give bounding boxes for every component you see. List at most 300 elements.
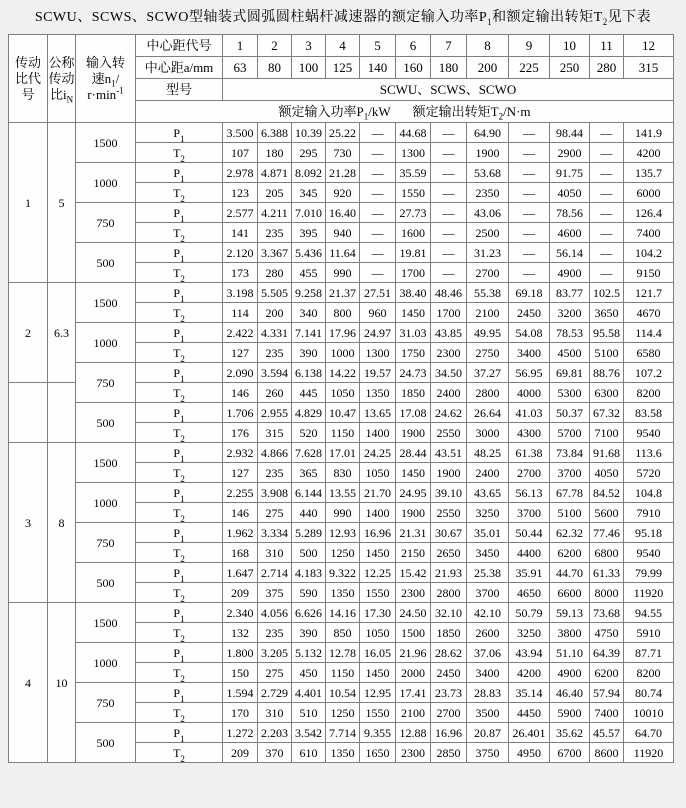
p1-value-cell: 16.40 xyxy=(326,203,360,223)
t2-value-cell: 1900 xyxy=(431,463,467,483)
t2-value-cell: 2400 xyxy=(431,383,467,403)
p1-value-cell: 6.626 xyxy=(292,603,326,623)
t2-value-cell: 4600 xyxy=(550,223,590,243)
p1-value-cell: 57.94 xyxy=(590,683,624,703)
t2-value-cell: 3700 xyxy=(509,503,550,523)
t2-value-cell: 1050 xyxy=(360,623,396,643)
center-distance-code-cell: 8 xyxy=(467,35,509,57)
p1-value-cell: 62.32 xyxy=(550,523,590,543)
p1-value-cell: 141.9 xyxy=(624,123,674,143)
center-distance-code-cell: 3 xyxy=(292,35,326,57)
ratio-code-cell: 2 xyxy=(9,283,48,383)
p1-value-cell: 64.90 xyxy=(467,123,509,143)
t2-row-label: $T_2$ xyxy=(136,383,223,403)
t2-value-cell: 11920 xyxy=(624,583,674,603)
p1-value-cell: 126.4 xyxy=(624,203,674,223)
p1-value-cell: 73.84 xyxy=(550,443,590,463)
center-distance-code-label: 中心距代号 xyxy=(136,35,223,57)
t2-value-cell: 7910 xyxy=(624,503,674,523)
p1-row-label: $P_1$ xyxy=(136,203,223,223)
t2-value-cell: 2100 xyxy=(467,303,509,323)
p1-value-cell: 10.47 xyxy=(326,403,360,423)
center-distance-code-cell: 11 xyxy=(590,35,624,57)
p1-row-label: $P_1$ xyxy=(136,323,223,343)
t2-value-cell: 500 xyxy=(292,543,326,563)
ratio-code-cell: 3 xyxy=(9,443,48,603)
t2-value-cell: 209 xyxy=(223,583,258,603)
t2-value-cell: 173 xyxy=(223,263,258,283)
p1-value-cell: 4.056 xyxy=(258,603,292,623)
center-distance-mm-cell: 80 xyxy=(258,57,292,79)
p1-value-cell: 4.331 xyxy=(258,323,292,343)
t2-value-cell: 1150 xyxy=(326,663,360,683)
t2-value-cell: 3000 xyxy=(467,423,509,443)
t2-value-cell: 2700 xyxy=(431,703,467,723)
table-row xyxy=(9,563,674,583)
p1-value-cell: 27.73 xyxy=(396,203,431,223)
t2-value-cell: 132 xyxy=(223,623,258,643)
header-input-speed-label: 输入转 速$n_1/$ $r\cdot\min^{-1}$ xyxy=(76,35,136,123)
p1-value-cell: 43.65 xyxy=(467,483,509,503)
p1-value-cell: — xyxy=(431,123,467,143)
t2-value-cell: 1700 xyxy=(396,263,431,283)
p1-value-cell: 28.44 xyxy=(396,443,431,463)
p1-row-label: $P_1$ xyxy=(136,483,223,503)
t2-value-cell: 3450 xyxy=(467,543,509,563)
t2-value-cell: 168 xyxy=(223,543,258,563)
p1-row-label: $P_1$ xyxy=(136,163,223,183)
p1-value-cell: 24.97 xyxy=(360,323,396,343)
t2-value-cell: 3650 xyxy=(590,303,624,323)
t2-value-cell: 7100 xyxy=(590,423,624,443)
p1-value-cell: 25.38 xyxy=(467,563,509,583)
t2-value-cell: 1000 xyxy=(326,343,360,363)
p1-value-cell: 44.70 xyxy=(550,563,590,583)
t2-value-cell: 7400 xyxy=(590,703,624,723)
p1-value-cell: 5.505 xyxy=(258,283,292,303)
t2-value-cell: 3700 xyxy=(467,583,509,603)
p1-value-cell: 24.25 xyxy=(360,443,396,463)
t2-value-cell: 1900 xyxy=(396,423,431,443)
t2-value-cell: 1900 xyxy=(396,503,431,523)
p1-value-cell: 7.628 xyxy=(292,443,326,463)
p1-value-cell: 48.25 xyxy=(467,443,509,463)
p1-value-cell: 2.729 xyxy=(258,683,292,703)
p1-value-cell: 15.42 xyxy=(396,563,431,583)
p1-value-cell: 43.85 xyxy=(431,323,467,343)
t2-value-cell: 4200 xyxy=(624,143,674,163)
t2-value-cell: 375 xyxy=(258,583,292,603)
p1-value-cell: 3.205 xyxy=(258,643,292,663)
page-title xyxy=(0,0,686,26)
p1-value-cell: 4.183 xyxy=(292,563,326,583)
p1-value-cell: 21.93 xyxy=(431,563,467,583)
p1-row-label: $P_1$ xyxy=(136,403,223,423)
t2-value-cell: 2700 xyxy=(509,463,550,483)
p1-value-cell: 26.64 xyxy=(467,403,509,423)
p1-value-cell: 3.594 xyxy=(258,363,292,383)
t2-value-cell: 1600 xyxy=(396,223,431,243)
t2-value-cell: 1850 xyxy=(396,383,431,403)
center-distance-code-cell: 4 xyxy=(326,35,360,57)
t2-value-cell: 340 xyxy=(292,303,326,323)
input-speed-cell: 750 xyxy=(76,523,136,563)
t2-value-cell: 1500 xyxy=(396,623,431,643)
t2-value-cell: 1550 xyxy=(360,583,396,603)
p1-value-cell: 14.16 xyxy=(326,603,360,623)
p1-value-cell: 6.144 xyxy=(292,483,326,503)
table-row xyxy=(9,403,674,423)
nominal-ratio-cell: 8 xyxy=(48,443,76,603)
p1-value-cell: 67.32 xyxy=(590,403,624,423)
t2-value-cell: 990 xyxy=(326,263,360,283)
p1-value-cell: 21.31 xyxy=(396,523,431,543)
t2-value-cell: 1550 xyxy=(360,703,396,723)
t2-value-cell: — xyxy=(360,263,396,283)
t2-value-cell: 1450 xyxy=(360,663,396,683)
t2-row-label: $T_2$ xyxy=(136,263,223,283)
center-distance-code-cell: 7 xyxy=(431,35,467,57)
table-row xyxy=(9,723,674,743)
p1-row-label: $P_1$ xyxy=(136,123,223,143)
center-distance-mm-cell: 140 xyxy=(360,57,396,79)
t2-value-cell: 6200 xyxy=(590,663,624,683)
t2-row-label: $T_2$ xyxy=(136,423,223,443)
t2-value-cell: 2550 xyxy=(431,423,467,443)
p1-value-cell: 6.388 xyxy=(258,123,292,143)
p1-value-cell: 3.542 xyxy=(292,723,326,743)
p1-value-cell: 55.38 xyxy=(467,283,509,303)
t2-value-cell: 830 xyxy=(326,463,360,483)
p1-value-cell: 2.577 xyxy=(223,203,258,223)
p1-value-cell: 4.401 xyxy=(292,683,326,703)
t2-value-cell: — xyxy=(431,183,467,203)
center-distance-mm-cell: 250 xyxy=(550,57,590,79)
p1-value-cell: 3.334 xyxy=(258,523,292,543)
t2-value-cell: 345 xyxy=(292,183,326,203)
p1-value-cell: — xyxy=(509,123,550,143)
t2-value-cell: 2450 xyxy=(431,663,467,683)
p1-value-cell: 9.355 xyxy=(360,723,396,743)
p1-value-cell: 31.23 xyxy=(467,243,509,263)
t2-value-cell: 1300 xyxy=(396,143,431,163)
t2-value-cell: 920 xyxy=(326,183,360,203)
p1-value-cell: 32.10 xyxy=(431,603,467,623)
t2-value-cell: 4000 xyxy=(509,383,550,403)
t2-value-cell: 1350 xyxy=(360,383,396,403)
t2-value-cell: 3700 xyxy=(550,463,590,483)
center-distance-code-cell: 5 xyxy=(360,35,396,57)
p1-value-cell: 24.95 xyxy=(396,483,431,503)
model-names: SCWU、SCWS、SCWO xyxy=(223,79,674,101)
p1-value-cell: 1.706 xyxy=(223,403,258,423)
nominal-ratio-cell: 10 xyxy=(48,603,76,763)
title-sub-p1: 1 xyxy=(487,16,493,27)
p1-row-label: $P_1$ xyxy=(136,723,223,743)
t2-row-label: $T_2$ xyxy=(136,623,223,643)
t2-row-label: $T_2$ xyxy=(136,503,223,523)
table-row xyxy=(9,483,674,503)
p1-value-cell: 3.198 xyxy=(223,283,258,303)
t2-value-cell: 4950 xyxy=(509,743,550,763)
p1-value-cell: 2.422 xyxy=(223,323,258,343)
t2-value-cell: — xyxy=(590,223,624,243)
t2-value-cell: 5100 xyxy=(550,503,590,523)
p1-value-cell: 4.871 xyxy=(258,163,292,183)
p1-value-cell: 104.2 xyxy=(624,243,674,263)
p1-value-cell: 2.090 xyxy=(223,363,258,383)
t2-row-label: $T_2$ xyxy=(136,583,223,603)
t2-value-cell: 2750 xyxy=(467,343,509,363)
p1-value-cell: 94.55 xyxy=(624,603,674,623)
input-speed-cell: 1500 xyxy=(76,603,136,643)
p1-value-cell: — xyxy=(431,243,467,263)
p1-value-cell: 1.647 xyxy=(223,563,258,583)
t2-value-cell: 730 xyxy=(326,143,360,163)
p1-value-cell: 113.6 xyxy=(624,443,674,463)
p1-value-cell: 50.79 xyxy=(509,603,550,623)
t2-value-cell: 940 xyxy=(326,223,360,243)
p1-value-cell: 5.289 xyxy=(292,523,326,543)
p1-value-cell: 2.120 xyxy=(223,243,258,263)
p1-value-cell: 43.51 xyxy=(431,443,467,463)
p1-value-cell: — xyxy=(360,203,396,223)
p1-value-cell: 91.68 xyxy=(590,443,624,463)
p1-row-label: $P_1$ xyxy=(136,683,223,703)
p1-value-cell: 53.68 xyxy=(467,163,509,183)
p1-value-cell: 19.57 xyxy=(360,363,396,383)
t2-value-cell: 2300 xyxy=(396,743,431,763)
header-row-center-code xyxy=(9,35,674,57)
table-row xyxy=(9,283,674,303)
p1-value-cell: 1.594 xyxy=(223,683,258,703)
t2-value-cell: 3400 xyxy=(467,663,509,683)
table-row xyxy=(9,443,674,463)
t2-value-cell: 260 xyxy=(258,383,292,403)
t2-value-cell: 4450 xyxy=(509,703,550,723)
t2-value-cell: 1350 xyxy=(326,743,360,763)
p1-value-cell: — xyxy=(590,163,624,183)
p1-value-cell: 3.367 xyxy=(258,243,292,263)
t2-row-label: $T_2$ xyxy=(136,143,223,163)
p1-value-cell: 83.58 xyxy=(624,403,674,423)
input-speed-cell: 500 xyxy=(76,563,136,603)
center-distance-mm-cell: 100 xyxy=(292,57,326,79)
t2-value-cell: 6000 xyxy=(624,183,674,203)
p1-value-cell: 4.866 xyxy=(258,443,292,463)
p1-value-cell: 21.96 xyxy=(396,643,431,663)
p1-value-cell: 78.56 xyxy=(550,203,590,223)
ratio-code-cell: 1 xyxy=(9,123,48,283)
p1-value-cell: 28.83 xyxy=(467,683,509,703)
p1-value-cell: 2.932 xyxy=(223,443,258,463)
t2-value-cell: 1750 xyxy=(396,343,431,363)
t2-value-cell: 3750 xyxy=(467,743,509,763)
p1-value-cell: 9.322 xyxy=(326,563,360,583)
table-row xyxy=(9,243,674,263)
p1-value-cell: 12.95 xyxy=(360,683,396,703)
p1-value-cell: 21.28 xyxy=(326,163,360,183)
t2-value-cell: 5900 xyxy=(550,703,590,723)
p1-value-cell: 5.436 xyxy=(292,243,326,263)
p1-value-cell: 19.81 xyxy=(396,243,431,263)
t2-value-cell: 390 xyxy=(292,623,326,643)
table-row xyxy=(9,683,674,703)
t2-value-cell: 5300 xyxy=(550,383,590,403)
t2-value-cell: 6800 xyxy=(590,543,624,563)
p1-value-cell: 64.39 xyxy=(590,643,624,663)
t2-value-cell: 4670 xyxy=(624,303,674,323)
t2-value-cell: 3500 xyxy=(467,703,509,723)
t2-value-cell: 4300 xyxy=(509,423,550,443)
t2-value-cell: 1700 xyxy=(431,303,467,323)
t2-value-cell: 1650 xyxy=(360,743,396,763)
t2-value-cell: 205 xyxy=(258,183,292,203)
p1-value-cell: 7.010 xyxy=(292,203,326,223)
t2-value-cell: 8600 xyxy=(590,743,624,763)
t2-value-cell: 1550 xyxy=(396,183,431,203)
nominal-ratio-empty-cell xyxy=(48,383,76,443)
p1-value-cell: 17.08 xyxy=(396,403,431,423)
t2-value-cell: — xyxy=(431,143,467,163)
p1-value-cell: 30.67 xyxy=(431,523,467,543)
p1-value-cell: 77.46 xyxy=(590,523,624,543)
p1-row-label: $P_1$ xyxy=(136,363,223,383)
t2-value-cell: 370 xyxy=(258,743,292,763)
p1-value-cell: 43.94 xyxy=(509,643,550,663)
p1-value-cell: 48.46 xyxy=(431,283,467,303)
p1-value-cell: 4.211 xyxy=(258,203,292,223)
t2-value-cell: 4200 xyxy=(509,663,550,683)
t2-value-cell: 1050 xyxy=(326,383,360,403)
p1-value-cell: 6.138 xyxy=(292,363,326,383)
input-speed-cell: 500 xyxy=(76,243,136,283)
t2-value-cell: 1050 xyxy=(360,463,396,483)
p1-value-cell: 56.95 xyxy=(509,363,550,383)
t2-value-cell: 275 xyxy=(258,503,292,523)
p1-value-cell: 56.13 xyxy=(509,483,550,503)
t2-value-cell: 235 xyxy=(258,223,292,243)
p1-row-label: $P_1$ xyxy=(136,523,223,543)
t2-value-cell: 235 xyxy=(258,623,292,643)
p1-value-cell: — xyxy=(360,243,396,263)
t2-row-label: $T_2$ xyxy=(136,303,223,323)
p1-row-label: $P_1$ xyxy=(136,563,223,583)
t2-value-cell: 2500 xyxy=(467,223,509,243)
t2-value-cell: 209 xyxy=(223,743,258,763)
t2-value-cell: 176 xyxy=(223,423,258,443)
p1-value-cell: 4.829 xyxy=(292,403,326,423)
p1-value-cell: 23.73 xyxy=(431,683,467,703)
p1-value-cell: 102.5 xyxy=(590,283,624,303)
t2-value-cell: 6600 xyxy=(550,583,590,603)
t2-value-cell: 590 xyxy=(292,583,326,603)
p1-value-cell: 2.255 xyxy=(223,483,258,503)
t2-value-cell: 4500 xyxy=(550,343,590,363)
t2-value-cell: 146 xyxy=(223,383,258,403)
p1-value-cell: 13.65 xyxy=(360,403,396,423)
p1-value-cell: 11.64 xyxy=(326,243,360,263)
t2-value-cell: 1250 xyxy=(326,543,360,563)
p1-value-cell: 84.52 xyxy=(590,483,624,503)
t2-value-cell: 280 xyxy=(258,263,292,283)
t2-value-cell: 7400 xyxy=(624,223,674,243)
center-distance-mm-cell: 225 xyxy=(509,57,550,79)
p1-value-cell: 9.258 xyxy=(292,283,326,303)
t2-value-cell: 2650 xyxy=(431,543,467,563)
p1-value-cell: 2.714 xyxy=(258,563,292,583)
p1-value-cell: 83.77 xyxy=(550,283,590,303)
t2-value-cell: 2800 xyxy=(467,383,509,403)
input-speed-cell: 1000 xyxy=(76,323,136,363)
p1-value-cell: 10.39 xyxy=(292,123,326,143)
t2-value-cell: 2350 xyxy=(467,183,509,203)
title-sub-t2: 2 xyxy=(602,16,608,27)
t2-value-cell: 2800 xyxy=(431,583,467,603)
p1-value-cell: 13.55 xyxy=(326,483,360,503)
t2-row-label: $T_2$ xyxy=(136,343,223,363)
p1-value-cell: 42.10 xyxy=(467,603,509,623)
t2-value-cell: 123 xyxy=(223,183,258,203)
table-row xyxy=(9,643,674,663)
p1-value-cell: 44.68 xyxy=(396,123,431,143)
p1-value-cell: 78.53 xyxy=(550,323,590,343)
t2-value-cell: 2300 xyxy=(431,343,467,363)
t2-value-cell: 114 xyxy=(223,303,258,323)
p1-value-cell: 95.58 xyxy=(590,323,624,343)
p1-value-cell: 1.272 xyxy=(223,723,258,743)
center-distance-mm-cell: 180 xyxy=(431,57,467,79)
t2-value-cell: — xyxy=(431,263,467,283)
t2-value-cell: 11920 xyxy=(624,743,674,763)
title-text-1: SCWU、SCWS、SCWO型轴装式圆弧圆柱蜗杆减速器的额定输入功率P xyxy=(34,10,488,25)
center-distance-code-cell: 9 xyxy=(509,35,550,57)
t2-value-cell: — xyxy=(509,263,550,283)
t2-value-cell: 107 xyxy=(223,143,258,163)
rating-units-label: 额定输入功率$P_1/kW$ 额定输出转矩$T_2/N\cdot m$ xyxy=(136,101,674,123)
t2-value-cell: 3400 xyxy=(509,343,550,363)
header-ratio-code-label: 传动 比代号 xyxy=(9,35,48,123)
p1-value-cell: 16.96 xyxy=(431,723,467,743)
p1-value-cell: 5.132 xyxy=(292,643,326,663)
center-distance-mm-cell: 63 xyxy=(223,57,258,79)
p1-value-cell: 67.78 xyxy=(550,483,590,503)
t2-value-cell: 960 xyxy=(360,303,396,323)
nominal-ratio-cell: 5 xyxy=(48,123,76,283)
t2-value-cell: 2700 xyxy=(467,263,509,283)
t2-value-cell: 4900 xyxy=(550,663,590,683)
p1-value-cell: 21.70 xyxy=(360,483,396,503)
t2-value-cell: 2900 xyxy=(550,143,590,163)
p1-value-cell: 21.37 xyxy=(326,283,360,303)
p1-value-cell: 35.01 xyxy=(467,523,509,543)
t2-value-cell: 365 xyxy=(292,463,326,483)
t2-value-cell: 4900 xyxy=(550,263,590,283)
t2-value-cell: 235 xyxy=(258,343,292,363)
input-speed-cell: 1000 xyxy=(76,643,136,683)
t2-value-cell: 1250 xyxy=(326,703,360,723)
p1-value-cell: 38.40 xyxy=(396,283,431,303)
p1-value-cell: 25.22 xyxy=(326,123,360,143)
center-distance-mm-cell: 125 xyxy=(326,57,360,79)
p1-value-cell: 28.62 xyxy=(431,643,467,663)
p1-value-cell: 17.30 xyxy=(360,603,396,623)
t2-value-cell: 4050 xyxy=(590,463,624,483)
t2-value-cell: 295 xyxy=(292,143,326,163)
t2-value-cell: 450 xyxy=(292,663,326,683)
t2-value-cell: 3800 xyxy=(550,623,590,643)
t2-value-cell: 4650 xyxy=(509,583,550,603)
